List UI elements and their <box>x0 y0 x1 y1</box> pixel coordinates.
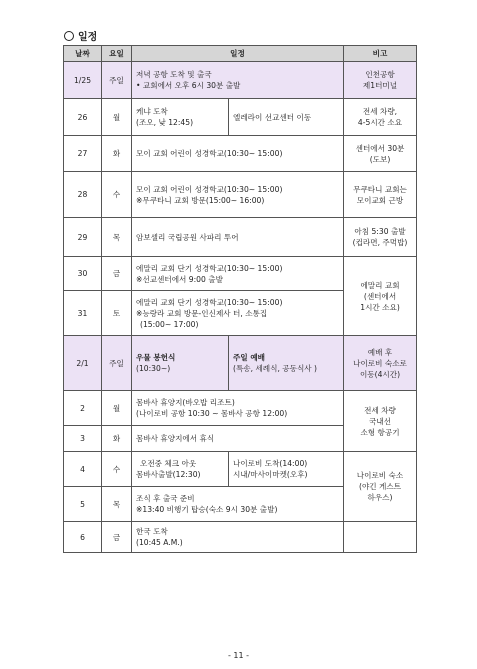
header-day: 요일 <box>102 46 132 62</box>
schedule-cell <box>132 291 344 336</box>
day-cell: 월 <box>102 99 132 136</box>
table-row <box>64 136 417 172</box>
date-cell: 4 <box>64 452 102 487</box>
schedule-line: 케냐 도착 <box>136 107 168 116</box>
note-cell <box>344 336 417 391</box>
day-cell: 주일 <box>102 62 132 99</box>
section-heading <box>64 28 97 43</box>
note-line: (컵라면, 주먹밥) <box>352 238 408 247</box>
table-row <box>64 218 417 257</box>
note-cell <box>344 391 417 452</box>
table-row <box>64 336 417 391</box>
schedule-cell <box>132 452 229 487</box>
note-cell <box>344 522 417 553</box>
note-line: 나이로비 숙소 <box>356 471 404 480</box>
note-line: (야긴 게스트 <box>358 482 402 491</box>
day-cell: 금 <box>102 522 132 553</box>
date-cell: 2 <box>64 391 102 426</box>
schedule-line: ※선교센터에서 9:00 출발 <box>136 274 223 284</box>
note-line: 이동(4시간) <box>359 369 401 379</box>
date-cell: 29 <box>64 218 102 257</box>
schedule-cell: 엘레라이 선교센터 이동 <box>229 99 344 136</box>
note-cell <box>344 136 417 172</box>
day-cell: 금 <box>102 257 132 291</box>
schedule-line: 시내/마사이마켓(오후) <box>233 470 308 479</box>
day-cell: 수 <box>102 172 132 218</box>
date-cell: 6 <box>64 522 102 553</box>
schedule-line: 에말리 교회 단기 성경학교(10:30~ 15:00) <box>136 297 283 307</box>
schedule-table <box>63 45 417 553</box>
note-line: (도보) <box>369 154 391 164</box>
schedule-cell <box>132 336 229 391</box>
schedule-cell: 몸바사 휴양지에서 휴식 <box>132 426 344 452</box>
page-number: - 11 - <box>227 651 250 660</box>
note-cell <box>344 99 417 136</box>
note-cell <box>344 218 417 257</box>
schedule-line: ※능랑라 교회 방문-인신제사 터, 소통집 <box>136 308 268 318</box>
schedule-cell <box>132 391 344 426</box>
note-line: 모이교회 근방 <box>356 195 404 205</box>
date-cell: 28 <box>64 172 102 218</box>
note-line: 에말리 교회 <box>360 280 400 290</box>
schedule-line: 조식 후 출국 준비 <box>136 494 195 503</box>
schedule-cell <box>132 257 344 291</box>
table-header-row <box>64 46 417 62</box>
header-note: 비고 <box>344 46 417 62</box>
note-line: 제1터미널 <box>362 81 398 90</box>
note-line: 전세 차량, <box>362 107 398 116</box>
schedule-line: 우물 봉헌식 <box>136 353 176 362</box>
note-line: (센터에서 <box>363 291 397 301</box>
schedule-line: ※13:40 비행기 탑승(숙소 9시 30분 출발) <box>136 505 278 514</box>
note-line: 아침 5:30 출발 <box>354 227 406 236</box>
day-cell: 목 <box>102 218 132 257</box>
day-cell: 화 <box>102 136 132 172</box>
day-cell: 월 <box>102 391 132 426</box>
schedule-line: (10:30~) <box>136 364 171 373</box>
schedule-cell <box>229 336 344 391</box>
schedule-line: (특송, 세례식, 공동식사 ) <box>233 364 318 373</box>
note-line: 1시간 소요) <box>360 302 400 312</box>
table-row <box>64 257 417 291</box>
note-cell <box>344 452 417 522</box>
table-row <box>64 62 417 99</box>
schedule-cell: 모이 교회 어린이 성경학교(10:30~ 15:00) <box>132 136 344 172</box>
date-cell: 3 <box>64 426 102 452</box>
note-line: 인천공항 <box>365 70 395 79</box>
date-cell: 5 <box>64 487 102 522</box>
schedule-line: 모이 교회 어린이 성경학교(10:30~ 15:00) <box>136 184 283 194</box>
table-row <box>64 172 417 218</box>
schedule-line: (10:45 A.M.) <box>136 538 183 547</box>
table-row <box>64 99 417 136</box>
note-line: 나이로비 숙소로 <box>353 358 407 368</box>
date-cell: 31 <box>64 291 102 336</box>
schedule-line: 주일 예배 <box>233 353 265 362</box>
schedule-line: 몸바사 휴양지(바오밥 리조트) <box>136 398 235 407</box>
table-row <box>64 452 417 487</box>
schedule-line: 저녁 공항 도착 및 출국 <box>136 70 212 79</box>
table-row <box>64 391 417 426</box>
note-line: 국내선 <box>369 416 392 426</box>
note-line: 하우스) <box>367 493 393 502</box>
day-cell: 주일 <box>102 336 132 391</box>
schedule-line: (나이로비 공항 10:30 ~ 몸바사 공항 12:00) <box>136 409 288 418</box>
schedule-cell: 암보셀리 국립공원 사파리 투어 <box>132 218 344 257</box>
schedule-cell <box>132 62 344 99</box>
schedule-line: 몸바사출발(12:30) <box>136 470 201 479</box>
day-cell: 토 <box>102 291 132 336</box>
note-line: 소형 항공기 <box>360 427 400 437</box>
note-line: 센터에서 30분 <box>355 143 405 153</box>
date-cell: 30 <box>64 257 102 291</box>
header-schedule: 일정 <box>132 46 344 62</box>
schedule-line: ※무쿠타니 교회 방문(15:00~ 16:00) <box>136 195 265 205</box>
schedule-cell <box>229 452 344 487</box>
note-cell <box>344 257 417 336</box>
schedule-cell <box>132 99 229 136</box>
note-cell <box>344 62 417 99</box>
day-cell: 목 <box>102 487 132 522</box>
schedule-line: 에말리 교회 단기 성경학교(10:30~ 15:00) <box>136 263 283 273</box>
schedule-line: (조오, 낮 12:45) <box>136 118 194 127</box>
note-line: 4-5시간 소요 <box>357 118 403 127</box>
schedule-line: 나이로비 도착(14:00) <box>233 459 308 468</box>
table-row <box>64 522 417 553</box>
schedule-line: 오전중 체크 아웃 <box>140 459 197 468</box>
date-cell: 27 <box>64 136 102 172</box>
schedule-line: 한국 도착 <box>136 527 168 536</box>
schedule-line: (15:00~ 17:00) <box>140 319 199 329</box>
heading-text: 일정 <box>78 32 98 43</box>
schedule-cell <box>132 522 344 553</box>
schedule-line: • 교회에서 오후 6시 30분 출발 <box>136 81 241 90</box>
note-cell <box>344 172 417 218</box>
note-line: 예배 후 <box>367 347 393 357</box>
circle-bullet-icon <box>64 31 74 41</box>
schedule-cell <box>132 487 344 522</box>
note-line: 전세 차량 <box>364 405 396 415</box>
date-cell: 1/25 <box>64 62 102 99</box>
day-cell: 수 <box>102 452 132 487</box>
header-date: 날짜 <box>64 46 102 62</box>
date-cell: 2/1 <box>64 336 102 391</box>
note-line: 무쿠타니 교회는 <box>353 184 407 194</box>
day-cell: 화 <box>102 426 132 452</box>
date-cell: 26 <box>64 99 102 136</box>
schedule-cell <box>132 172 344 218</box>
